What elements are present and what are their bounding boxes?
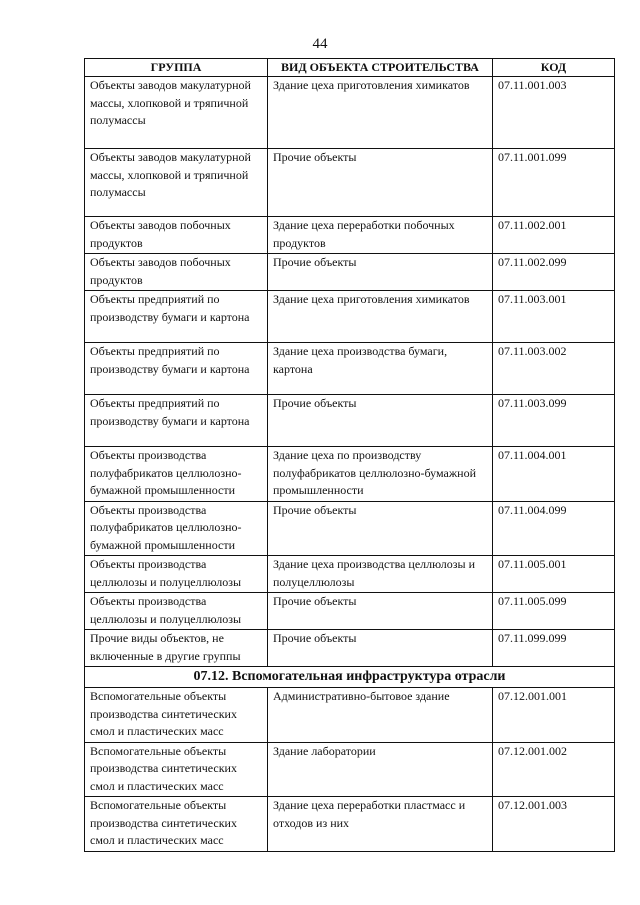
cell-code: 07.11.001.003 [493,77,615,149]
classification-table [84,58,615,852]
table-row [85,501,615,556]
table-body-b [85,688,615,852]
table-row [85,149,615,217]
cell-group: Объекты заводов побочных продуктов [85,217,268,254]
cell-code: 07.11.003.001 [493,291,615,343]
cell-group: Объекты заводов побочных продуктов [85,254,268,291]
cell-object: Прочие объекты [268,593,493,630]
cell-object: Здание цеха переработки побочных продуктов [268,217,493,254]
cell-code: 07.11.002.099 [493,254,615,291]
cell-group: Объекты производства полуфабрикатов целлюлозно-бумажной промышленности [85,501,268,556]
cell-group: Вспомогательные объекты производства синтетических смол и пластических масс [85,688,268,743]
cell-object: Здание цеха производства бумаги, картона [268,343,493,395]
cell-object: Прочие объекты [268,630,493,667]
table-body-a [85,77,615,667]
cell-code: 07.11.002.001 [493,217,615,254]
cell-object: Прочие объекты [268,395,493,447]
cell-object: Прочие объекты [268,254,493,291]
cell-object: Прочие объекты [268,149,493,217]
cell-group: Объекты предприятий по производству бумаги и картона [85,343,268,395]
table-row [85,343,615,395]
cell-group: Объекты производства целлюлозы и полуцеллюлозы [85,593,268,630]
cell-code: 07.11.003.099 [493,395,615,447]
table-row [85,797,615,852]
table-row [85,556,615,593]
cell-code: 07.11.004.099 [493,501,615,556]
cell-group: Объекты производства полуфабрикатов целлюлозно-бумажной промышленности [85,447,268,502]
cell-object: Здание цеха приготовления химикатов [268,77,493,149]
cell-object: Здание лаборатории [268,742,493,797]
table-row [85,630,615,667]
table-row [85,254,615,291]
cell-group: Объекты предприятий по производству бумаги и картона [85,395,268,447]
cell-group: Объекты предприятий по производству бумаги и картона [85,291,268,343]
table-row [85,688,615,743]
table-row [85,593,615,630]
cell-code: 07.11.001.099 [493,149,615,217]
cell-code: 07.11.005.001 [493,556,615,593]
header-object-type: ВИД ОБЪЕКТА СТРОИТЕЛЬСТВА [268,59,493,77]
table-row [85,742,615,797]
cell-group: Объекты заводов макулатурной массы, хлопковой и тряпичной полумассы [85,77,268,149]
table-row [85,291,615,343]
table-row [85,447,615,502]
cell-group: Вспомогательные объекты производства синтетических смол и пластических масс [85,797,268,852]
cell-group: Объекты производства целлюлозы и полуцеллюлозы [85,556,268,593]
table-row [85,217,615,254]
cell-code: 07.12.001.002 [493,742,615,797]
page-number: 44 [312,36,328,52]
cell-group: Прочие виды объектов, не включенные в другие группы [85,630,268,667]
cell-code: 07.11.005.099 [493,593,615,630]
header-group: ГРУППА [85,59,268,77]
table-row [85,77,615,149]
header-code: КОД [493,59,615,77]
cell-object: Здание цеха приготовления химикатов [268,291,493,343]
cell-object: Здание цеха производства целлюлозы и полуцеллюлозы [268,556,493,593]
section-row [85,667,615,688]
cell-object: Здание цеха по производству полуфабрикатов целлюлозно-бумажной промышленности [268,447,493,502]
cell-code: 07.11.004.001 [493,447,615,502]
table-header-row [85,59,615,77]
table-body-section [85,667,615,688]
section-title: 07.12. Вспомогательная инфраструктура отрасли [85,667,615,688]
cell-code: 07.11.003.002 [493,343,615,395]
cell-code: 07.11.099.099 [493,630,615,667]
cell-code: 07.12.001.001 [493,688,615,743]
cell-object: Здание цеха переработки пластмасс и отходов из них [268,797,493,852]
cell-group: Вспомогательные объекты производства синтетических смол и пластических масс [85,742,268,797]
cell-object: Административно-бытовое здание [268,688,493,743]
cell-object: Прочие объекты [268,501,493,556]
table-row [85,395,615,447]
cell-code: 07.12.001.003 [493,797,615,852]
cell-group: Объекты заводов макулатурной массы, хлопковой и тряпичной полумассы [85,149,268,217]
